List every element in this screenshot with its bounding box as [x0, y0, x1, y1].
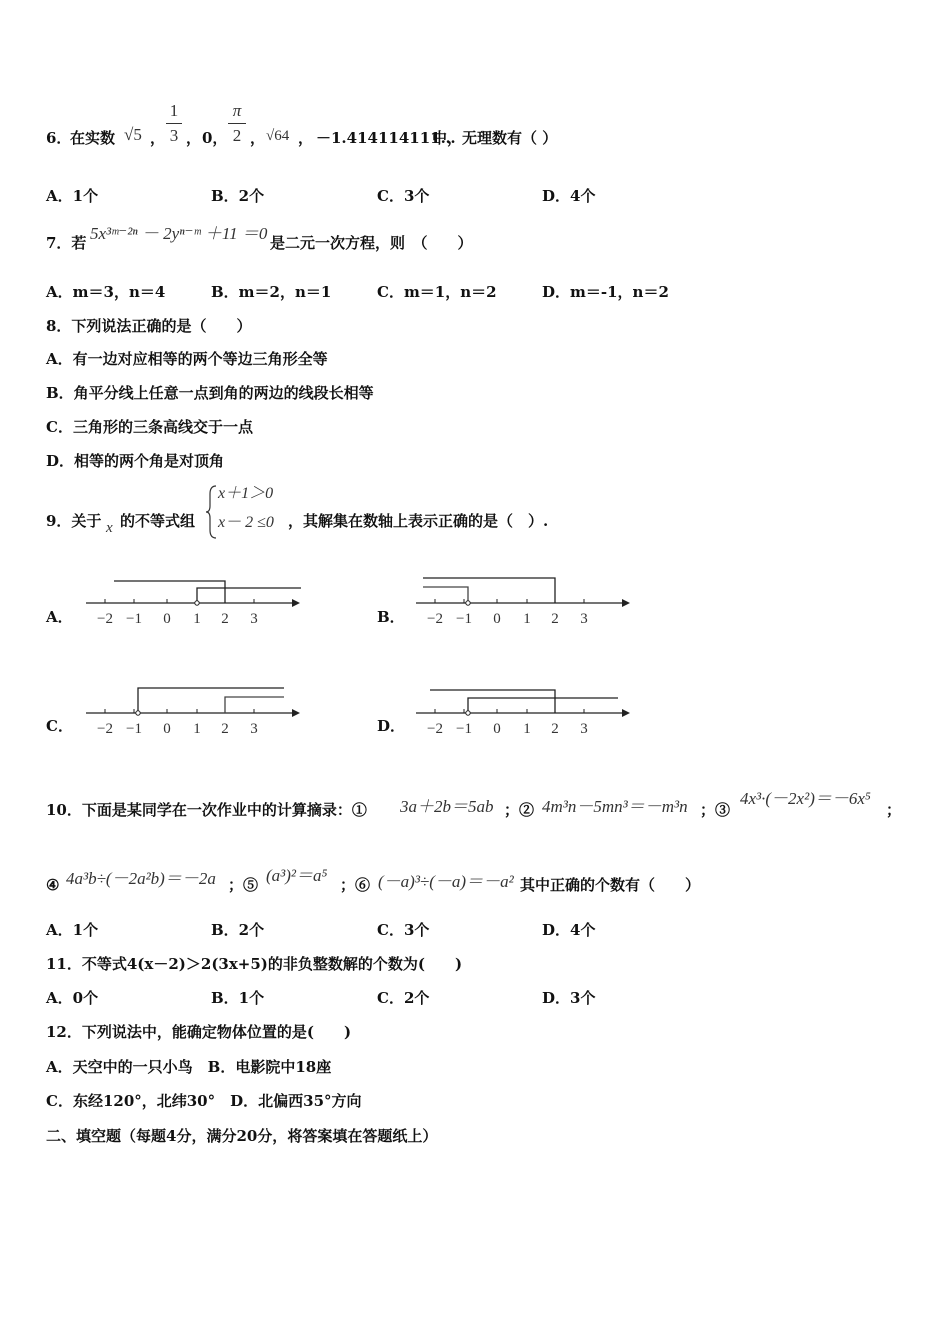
- q10-label-6: ；⑥: [340, 876, 371, 894]
- q7-option-d: D．m＝-1，n＝2: [542, 283, 669, 301]
- q6-decimal: －1.414114111…: [316, 129, 456, 147]
- tick-label: 3: [250, 721, 258, 737]
- q6-sqrt64: √64: [266, 128, 290, 144]
- q10-expression-3: 4x³·(－2x²)＝－6x⁵: [740, 789, 871, 808]
- q6-number: 6．: [46, 129, 72, 147]
- q11-option-a: A．0个: [46, 989, 99, 1007]
- q6-sqrt5: √5: [124, 125, 142, 144]
- solution-bracket-2: [197, 588, 301, 603]
- q7-option-a: A．m＝3，n＝4: [46, 283, 166, 301]
- number-line-c: [80, 680, 310, 740]
- q7-equation: 5x³ᵐ⁻²ⁿ － 2yⁿ⁻ᵐ ＋11 ＝0: [90, 224, 268, 243]
- q8-stem: 8．下列说法正确的是（ ）: [46, 317, 252, 335]
- q10-option-b: B．2个: [211, 921, 265, 939]
- q10-expression-2: 4m³n－5mn³＝－m³n: [542, 797, 688, 816]
- q12-options-line-1: A．天空中的一只小鸟 B．电影院中18座: [46, 1058, 332, 1076]
- q10-expression-5: (a³)²＝a⁵: [266, 866, 328, 885]
- q11-option-b: B．1个: [211, 989, 265, 1007]
- q6-option-d: D．4个: [542, 187, 596, 205]
- q7-option-b: B．m＝2，n＝1: [211, 283, 332, 301]
- tick-label: 0: [493, 721, 501, 737]
- q6-option-a: A．1个: [46, 187, 99, 205]
- q9-variable: x: [106, 520, 113, 536]
- q9-label-c: C．: [46, 717, 73, 735]
- q9-suffix: ，其解集在数轴上表示正确的是（ ）.: [288, 512, 549, 530]
- q7-option-c: C．m＝1，n＝2: [377, 283, 497, 301]
- solution-bracket-1: [423, 578, 555, 603]
- tick-label: −1: [456, 611, 472, 627]
- q10-label-4: ④: [46, 876, 60, 894]
- solution-bracket-2: [468, 698, 618, 713]
- solution-bracket-2: [423, 587, 468, 603]
- tick-label: 2: [221, 611, 229, 627]
- q8-option-c: C．三角形的三条高线交于一点: [46, 418, 253, 436]
- q9-label-a: A．: [46, 608, 73, 626]
- q10-option-c: C．3个: [377, 921, 430, 939]
- q10-option-d: D．4个: [542, 921, 596, 939]
- q9-inequality-2: x－ 2 ≤0: [218, 514, 274, 531]
- tick-label: 1: [523, 721, 531, 737]
- q9-inequality-1: x＋1＞0: [218, 485, 274, 502]
- tick-label: 3: [580, 611, 588, 627]
- q10-question: 其中正确的个数有（ ）: [520, 876, 701, 894]
- tick-label: −2: [427, 721, 443, 737]
- q10-option-a: A．1个: [46, 921, 99, 939]
- q6-prefix: 在实数: [70, 129, 116, 147]
- q8-option-d: D．相等的两个角是对顶角: [46, 452, 225, 470]
- q9-label-b: B．: [377, 608, 405, 626]
- open-point: [466, 711, 470, 715]
- solution-bracket-1: [430, 690, 555, 713]
- q12-options-line-2: C．东经120°，北纬30° D．北偏西35°方向: [46, 1092, 362, 1110]
- q6-suffix: 中，无理数有（ ）: [432, 129, 558, 147]
- q12-stem: 12．下列说法中，能确定物体位置的是( ): [46, 1023, 352, 1041]
- tick-label: 0: [163, 721, 171, 737]
- q7-number: 7．若: [46, 234, 87, 252]
- q10-sep-4: ；: [886, 801, 902, 819]
- q9-prefix: 9．关于: [46, 512, 102, 530]
- axis-arrow: [622, 599, 630, 607]
- q10-expression-1: 3a＋2b＝5ab: [400, 797, 494, 816]
- tick-label: −2: [427, 611, 443, 627]
- tick-label: 2: [221, 721, 229, 737]
- axis-arrow: [292, 709, 300, 717]
- q7-suffix: 是二元一次方程，则 （ ）: [270, 234, 473, 252]
- q10-sep-3: ；③: [700, 801, 731, 819]
- number-line-a: [80, 570, 310, 630]
- q11-stem: 11．不等式4(x－2)＞2(3x+5)的非负整数解的个数为( ): [46, 955, 463, 973]
- q6-fraction-one-third: 1 3: [166, 101, 182, 146]
- tick-label: 1: [523, 611, 531, 627]
- section-2-heading: 二、填空题（每题4分，满分20分，将答案填在答题纸上）: [46, 1127, 438, 1145]
- q8-option-b: B．角平分线上任意一点到角的两边的线段长相等: [46, 384, 374, 402]
- tick-label: 3: [250, 611, 258, 627]
- tick-label: 2: [551, 721, 559, 737]
- q10-expression-4: 4a³b÷(－2a²b)＝－2a: [66, 869, 216, 888]
- tick-label: 1: [193, 721, 201, 737]
- q10-sep-2: ；②: [504, 801, 535, 819]
- q6-fraction-pi-half: π 2: [228, 101, 246, 146]
- number-line-b: [410, 570, 640, 630]
- q9-middle: 的不等式组: [120, 512, 196, 530]
- tick-label: 0: [493, 611, 501, 627]
- axis-arrow: [622, 709, 630, 717]
- q10-label-5: ；⑤: [228, 876, 259, 894]
- open-point: [466, 601, 470, 605]
- q6-zero: 0，: [202, 129, 228, 147]
- open-point: [195, 601, 199, 605]
- q6-option-c: C．3个: [377, 187, 430, 205]
- solution-bracket-1: [138, 688, 284, 713]
- open-point: [136, 711, 140, 715]
- tick-label: 3: [580, 721, 588, 737]
- tick-label: 0: [163, 611, 171, 627]
- q10-stem: 10．下面是某同学在一次作业中的计算摘录：①: [46, 801, 367, 819]
- q10-expression-6: (－a)³÷(－a)＝－a²: [378, 872, 514, 891]
- tick-label: −2: [97, 611, 113, 627]
- q9-brace: [204, 484, 218, 540]
- q8-option-a: A．有一边对应相等的两个等边三角形全等: [46, 350, 328, 368]
- q11-option-d: D．3个: [542, 989, 596, 1007]
- q6-option-b: B．2个: [211, 187, 265, 205]
- tick-label: −1: [456, 721, 472, 737]
- q11-option-c: C．2个: [377, 989, 430, 1007]
- tick-label: −2: [97, 721, 113, 737]
- tick-label: 1: [193, 611, 201, 627]
- axis-arrow: [292, 599, 300, 607]
- q9-label-d: D．: [377, 717, 406, 735]
- number-line-d: [410, 680, 640, 740]
- tick-label: 2: [551, 611, 559, 627]
- solution-bracket-1: [114, 581, 225, 603]
- tick-label: −1: [126, 721, 142, 737]
- tick-label: −1: [126, 611, 142, 627]
